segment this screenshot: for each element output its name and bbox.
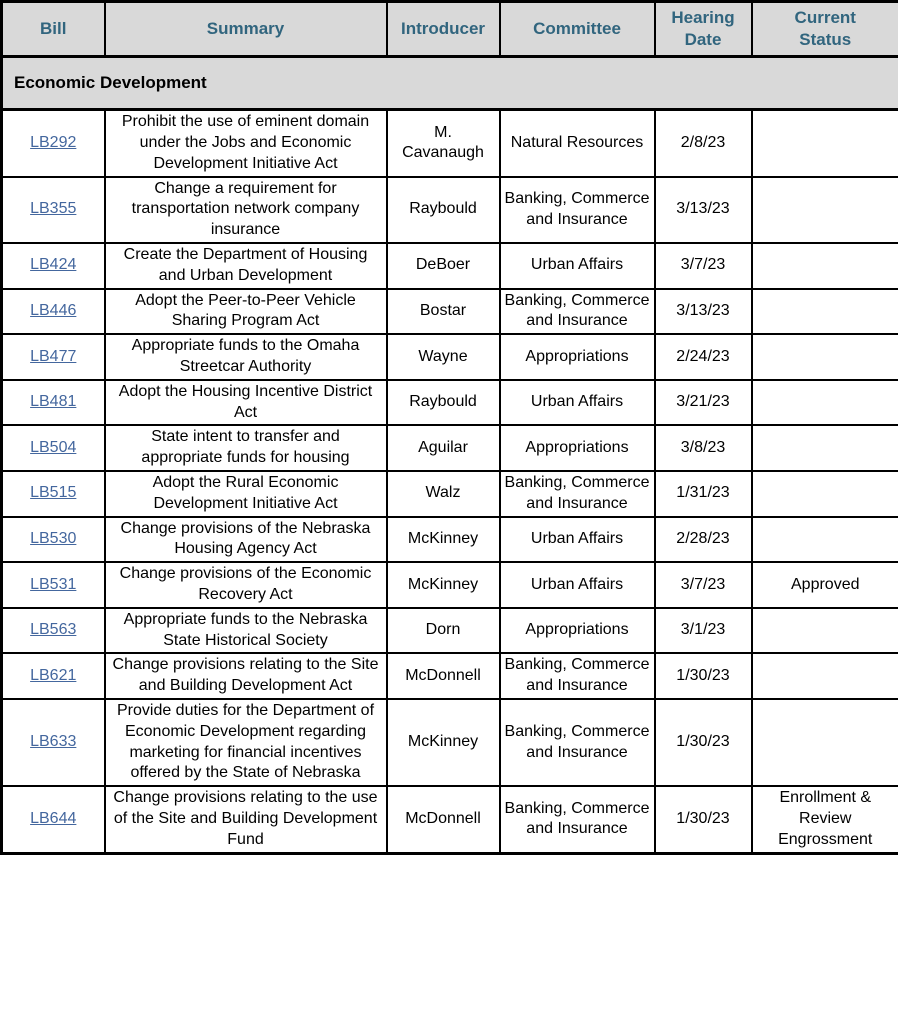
summary-cell: Adopt the Housing Incentive District Act [105, 380, 387, 426]
hearing-date-cell: 3/7/23 [655, 562, 752, 608]
column-header-hearing-date [655, 2, 752, 57]
section-title: Economic Development [2, 57, 898, 110]
summary-cell: Change a requirement for transportation network company insurance [105, 177, 387, 243]
committee-cell: Banking, Commerce and Insurance [500, 653, 655, 699]
current-status-cell [752, 425, 898, 471]
column-header-bill: Bill [2, 2, 105, 57]
current-status-cell: Approved [752, 562, 898, 608]
bill-link[interactable]: LB563 [30, 621, 77, 639]
bill-cell [2, 177, 105, 243]
summary-cell: Change provisions of the Economic Recovery Act [105, 562, 387, 608]
bill-cell [2, 243, 105, 289]
hearing-date-cell: 2/24/23 [655, 334, 752, 380]
bill-link[interactable]: LB355 [30, 200, 77, 218]
table-row [2, 653, 898, 699]
committee-cell: Banking, Commerce and Insurance [500, 786, 655, 853]
table-row [2, 177, 898, 243]
bill-link[interactable]: LB530 [30, 530, 77, 548]
table-row [2, 110, 898, 177]
section-row [2, 57, 898, 110]
introducer-cell: DeBoer [387, 243, 500, 289]
introducer-cell: Bostar [387, 289, 500, 335]
column-header-current-status-label: Current Status [794, 8, 856, 50]
summary-cell: Prohibit the use of eminent domain under the Jobs and Economic Development Initiative Act [105, 110, 387, 177]
bill-link[interactable]: LB504 [30, 438, 77, 456]
introducer-cell: Aguilar [387, 425, 500, 471]
committee-cell: Urban Affairs [500, 380, 655, 426]
hearing-date-cell: 2/8/23 [655, 110, 752, 177]
introducer-cell: McKinney [387, 517, 500, 563]
bill-cell [2, 471, 105, 517]
bill-cell [2, 334, 105, 380]
bill-cell [2, 562, 105, 608]
current-status-cell [752, 334, 898, 380]
current-status-cell [752, 177, 898, 243]
table-row [2, 425, 898, 471]
bill-link[interactable]: LB515 [30, 484, 77, 502]
introducer-cell: McKinney [387, 562, 500, 608]
bill-link[interactable]: LB292 [30, 134, 77, 152]
bill-cell [2, 608, 105, 654]
hearing-date-cell: 2/28/23 [655, 517, 752, 563]
bill-link[interactable]: LB481 [30, 393, 77, 411]
committee-cell: Urban Affairs [500, 243, 655, 289]
summary-cell: Appropriate funds to the Omaha Streetcar Authority [105, 334, 387, 380]
introducer-cell: Wayne [387, 334, 500, 380]
bill-cell [2, 380, 105, 426]
introducer-cell: McDonnell [387, 653, 500, 699]
summary-cell: Adopt the Rural Economic Development Initiative Act [105, 471, 387, 517]
table-row [2, 699, 898, 786]
hearing-date-cell: 1/30/23 [655, 699, 752, 786]
hearing-date-cell: 3/1/23 [655, 608, 752, 654]
summary-cell: Change provisions relating to the Site and Building Development Act [105, 653, 387, 699]
hearing-date-cell: 1/31/23 [655, 471, 752, 517]
table-row [2, 562, 898, 608]
introducer-cell: Dorn [387, 608, 500, 654]
section-header-body [2, 57, 898, 110]
bill-cell [2, 425, 105, 471]
bill-link[interactable]: LB424 [30, 256, 77, 274]
bill-link[interactable]: LB621 [30, 666, 77, 684]
column-header-current-status [752, 2, 898, 57]
bill-cell [2, 786, 105, 853]
current-status-cell [752, 110, 898, 177]
committee-cell: Urban Affairs [500, 517, 655, 563]
column-header-introducer: Introducer [387, 2, 500, 57]
bill-cell [2, 699, 105, 786]
introducer-cell: M. Cavanaugh [387, 110, 500, 177]
summary-cell: Provide duties for the Department of Economic Development regarding marketing for financial incentives offered by the State of Nebraska [105, 699, 387, 786]
rows-container [2, 110, 898, 853]
table-row [2, 243, 898, 289]
column-header-committee: Committee [500, 2, 655, 57]
current-status-cell [752, 608, 898, 654]
hearing-date-cell: 3/7/23 [655, 243, 752, 289]
bill-cell [2, 517, 105, 563]
table-row [2, 471, 898, 517]
header-row [2, 2, 898, 57]
introducer-cell: Raybould [387, 380, 500, 426]
bill-cell [2, 289, 105, 335]
current-status-cell: Enrollment & Review Engrossment [752, 786, 898, 853]
introducer-cell: Raybould [387, 177, 500, 243]
committee-cell: Banking, Commerce and Insurance [500, 471, 655, 517]
table-row [2, 334, 898, 380]
introducer-cell: Walz [387, 471, 500, 517]
committee-cell: Natural Resources [500, 110, 655, 177]
table-row [2, 608, 898, 654]
summary-cell: Change provisions relating to the use of the Site and Building Development Fund [105, 786, 387, 853]
bill-link[interactable]: LB446 [30, 302, 77, 320]
summary-cell: Change provisions of the Nebraska Housing Agency Act [105, 517, 387, 563]
bill-link[interactable]: LB477 [30, 347, 77, 365]
current-status-cell [752, 699, 898, 786]
hearing-date-cell: 3/13/23 [655, 177, 752, 243]
committee-cell: Appropriations [500, 608, 655, 654]
summary-cell: Appropriate funds to the Nebraska State Historical Society [105, 608, 387, 654]
hearing-date-cell: 1/30/23 [655, 786, 752, 853]
committee-cell: Appropriations [500, 334, 655, 380]
current-status-cell [752, 517, 898, 563]
summary-cell: Adopt the Peer-to-Peer Vehicle Sharing Program Act [105, 289, 387, 335]
committee-cell: Urban Affairs [500, 562, 655, 608]
table-row [2, 289, 898, 335]
table-row [2, 786, 898, 853]
bill-link[interactable]: LB644 [30, 809, 77, 827]
bill-cell [2, 653, 105, 699]
summary-cell: State intent to transfer and appropriate funds for housing [105, 425, 387, 471]
summary-cell: Create the Department of Housing and Urban Development [105, 243, 387, 289]
table-row [2, 517, 898, 563]
table-row [2, 380, 898, 426]
hearing-date-cell: 3/8/23 [655, 425, 752, 471]
committee-cell: Banking, Commerce and Insurance [500, 289, 655, 335]
column-header-hearing-date-label: Hearing Date [671, 8, 735, 50]
current-status-cell [752, 289, 898, 335]
hearing-date-cell: 3/21/23 [655, 380, 752, 426]
committee-cell: Appropriations [500, 425, 655, 471]
bill-cell [2, 110, 105, 177]
column-header-summary: Summary [105, 2, 387, 57]
hearing-date-cell: 1/30/23 [655, 653, 752, 699]
introducer-cell: McDonnell [387, 786, 500, 853]
hearing-date-cell: 3/13/23 [655, 289, 752, 335]
bill-link[interactable]: LB633 [30, 733, 77, 751]
current-status-cell [752, 653, 898, 699]
committee-cell: Banking, Commerce and Insurance [500, 699, 655, 786]
current-status-cell [752, 380, 898, 426]
introducer-cell: McKinney [387, 699, 500, 786]
current-status-cell [752, 243, 898, 289]
current-status-cell [752, 471, 898, 517]
bill-link[interactable]: LB531 [30, 575, 77, 593]
table-header [2, 2, 898, 57]
committee-cell: Banking, Commerce and Insurance [500, 177, 655, 243]
